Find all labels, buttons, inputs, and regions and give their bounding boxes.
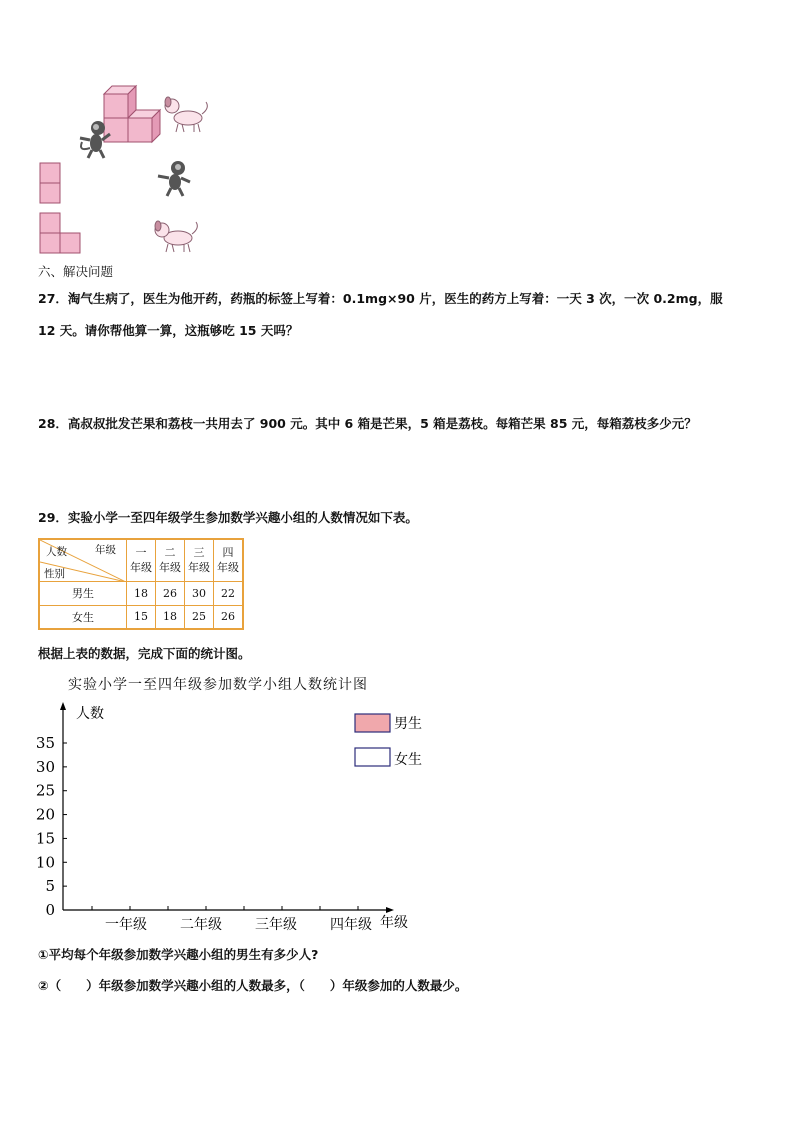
table-cell: 15	[127, 605, 156, 629]
header-gender-label: 性别	[44, 568, 65, 580]
table-row	[39, 581, 243, 605]
sub-question-1: ①平均每个年级参加数学兴趣小组的男生有多少人?	[38, 947, 319, 962]
y-tick-label: 20	[35, 805, 55, 824]
bar-chart	[30, 700, 450, 940]
row-label-female: 女生	[39, 605, 127, 629]
chart-title: 实验小学一至四年级参加数学小组人数统计图	[68, 677, 368, 693]
x-axis-arrow	[386, 907, 394, 913]
x-category-label: 四年级	[330, 917, 372, 933]
grade-word: 年级	[159, 561, 181, 575]
table-cell: 26	[214, 605, 244, 629]
grade-header-1	[127, 539, 156, 581]
x-category-label: 三年级	[255, 917, 297, 933]
y-tick-label: 10	[35, 853, 55, 872]
grade-header-4	[214, 539, 244, 581]
grade-word: 年级	[188, 561, 210, 575]
side-view-shape	[40, 213, 80, 253]
y-tick-label: 5	[45, 877, 55, 896]
x-category-label: 二年级	[180, 917, 222, 933]
question-27-line1: 27．淘气生病了，医生为他开药，药瓶的标签上写着：0.1mg×90 片，医生的药方上写着：一天 3 次，一次 0.2mg，服	[38, 291, 723, 306]
question-28: 28．高叔叔批发芒果和荔枝一共用去了 900 元。其中 6 箱是芒果，5 箱是荔枝。每箱芒果 85 元，每箱荔枝多少元？	[38, 416, 697, 431]
header-people-label: 人数	[46, 546, 67, 558]
dog-icon	[165, 97, 207, 132]
grade-word: 年级	[217, 561, 239, 575]
table-cell: 18	[127, 581, 156, 605]
dog-view-icon	[155, 221, 197, 252]
data-table	[38, 538, 244, 630]
legend-male-swatch	[355, 714, 390, 732]
legend-female-label: 女生	[394, 752, 422, 768]
grade-num: 三	[193, 546, 205, 560]
legend-female-swatch	[355, 748, 390, 766]
cube-view-figure	[30, 80, 230, 260]
table-row	[39, 605, 243, 629]
grade-num: 二	[164, 546, 176, 560]
y-axis-arrow	[60, 702, 66, 710]
grade-header-3	[185, 539, 214, 581]
grade-num: 一	[135, 546, 147, 560]
y-tick-label: 30	[35, 757, 55, 776]
y-tick-label: 25	[35, 781, 55, 800]
header-grade-label: 年级	[95, 544, 116, 556]
chart-instruction: 根据上表的数据，完成下面的统计图。	[38, 646, 251, 661]
y-tick-label: 15	[35, 829, 55, 848]
sub-question-2: ②（ ）年级参加数学兴趣小组的人数最多，（ ）年级参加的人数最少。	[38, 978, 468, 993]
x-category-label: 一年级	[105, 917, 147, 933]
front-view-shape	[40, 163, 60, 203]
question-27-line2: 12 天。请你帮他算一算，这瓶够吃 15 天吗？	[38, 323, 299, 338]
table-cell: 22	[214, 581, 244, 605]
grade-num: 四	[222, 546, 234, 560]
x-axis-label: 年级	[380, 915, 408, 931]
legend-male-label: 男生	[394, 716, 422, 732]
y-axis-label: 人数	[76, 706, 104, 722]
monkey-view-icon	[158, 161, 190, 196]
table-corner-header	[39, 539, 127, 581]
y-tick-label: 35	[35, 734, 55, 752]
table-cell: 25	[185, 605, 214, 629]
grade-header-2	[156, 539, 185, 581]
table-cell: 18	[156, 605, 185, 629]
table-cell: 26	[156, 581, 185, 605]
y-tick-label: 0	[45, 901, 55, 919]
table-cell: 30	[185, 581, 214, 605]
grade-word: 年级	[130, 561, 152, 575]
row-label-male: 男生	[39, 581, 127, 605]
cube-stack	[104, 86, 160, 142]
question-29: 29．实验小学一至四年级学生参加数学兴趣小组的人数情况如下表。	[38, 510, 418, 525]
section-title: 六、解决问题	[38, 264, 114, 279]
